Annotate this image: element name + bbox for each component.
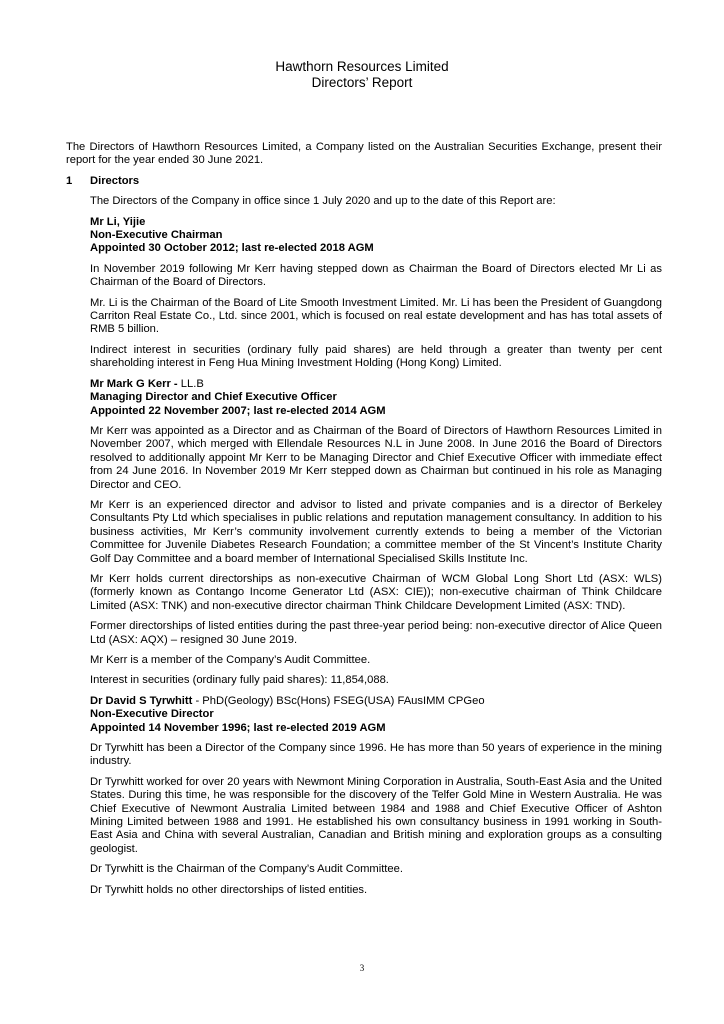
director-paragraph: Former directorships of listed entities during the past three-year period being: non-executive director of Alice Queen Ltd (ASX: AQX) – resigned 30 June 2019. <box>90 620 662 646</box>
section-number: 1 <box>66 174 73 187</box>
director-name-line <box>90 216 662 229</box>
director-name-line <box>90 378 662 391</box>
director-name: Mr Li, Yijie <box>90 215 146 228</box>
director-paragraph: Mr Kerr is an experienced director and advisor to listed and private companies and is a director of Berkeley Consultants Pty Ltd which specialises in public relations and reputation management consultancy. In addition to his business activities, Mr Kerr’s community involvement currently extends to being a member of the Victorian Committee for Juvenile Diabetes Research Foundation; a committee member of the St Vincent’s Institute Charity Golf Day Committee and a board member of International Specialised Skills Institute Inc. <box>90 498 662 565</box>
director-role: Managing Director and Chief Executive Officer <box>90 391 337 404</box>
director-paragraph: Dr Tyrwhitt worked for over 20 years with Newmont Mining Corporation in Australia, South-East Asia and the United States. During this time, he was responsible for the discovery of the Telfer Gold Mine in Western Australia. He was Chief Executive of Newmont Australia Limited between 1984 and 1988 and Chief Executive Officer of Ashton Mining Limited between 1988 and 1991. He established his own consultancy business in 1991 working in South-East Asia and China with several Australian, Canadian and British mining and exploration groups as a consulting geologist. <box>90 775 662 855</box>
intro-paragraph: The Directors of Hawthorn Resources Limited, a Company listed on the Australian Securities Exchange, present their report for the year ended 30 June 2021. <box>66 141 662 167</box>
report-body <box>66 141 662 904</box>
director-name-line <box>90 695 662 708</box>
director-heading <box>90 695 662 735</box>
director-qualifications: LL.B <box>177 377 204 390</box>
director-appointed: Appointed 22 November 2007; last re-elected 2014 AGM <box>90 404 386 417</box>
director-paragraph: Mr Kerr was appointed as a Director and as Chairman of the Board of Directors of Hawthorn Resources Limited in November 2007, which merged with Ellendale Resources N.L in June 2008. In June 2016 the Board of Directors resolved to additionally appoint Mr Kerr to be Managing Director and Chief Executive Officer with immediate effect from 24 June 2016. In November 2019 Mr Kerr stepped down as Chairman but continued in his role as Managing Director and CEO. <box>90 424 662 491</box>
director-qualifications: - PhD(Geology) BSc(Hons) FSEG(USA) FAusIMM CPGeo <box>192 694 485 707</box>
director-paragraph: Mr Kerr holds current directorships as non-executive Chairman of WCM Global Long Short Ltd (ASX: WLS) (formerly known as Contango Income Generator Ltd (ASX: CIE)); non-executive chairman of Think Childcare Limited (ASX: TNK) and non-executive director chairman Think Childcare Development Limited (ASX: TND). <box>90 572 662 612</box>
section-title: Directors <box>90 174 140 187</box>
section-content <box>90 195 662 897</box>
director-role: Non-Executive Chairman <box>90 229 223 242</box>
director-heading <box>90 378 662 418</box>
director-role: Non-Executive Director <box>90 708 214 721</box>
section-heading <box>66 175 662 188</box>
director-paragraph: Dr Tyrwhitt is the Chairman of the Company’s Audit Committee. <box>90 863 403 876</box>
director-name: Mr Mark G Kerr - <box>90 377 178 390</box>
director-paragraph: Interest in securities (ordinary fully paid shares): 11,854,088. <box>90 674 389 687</box>
director-paragraph: Dr Tyrwhitt holds no other directorships of listed entities. <box>90 883 368 896</box>
director-paragraph: Indirect interest in securities (ordinary fully paid shares) are held through a greater than twenty per cent shareholding interest in Feng Hua Mining Investment Holding (Hong Kong) Limited. <box>90 343 662 370</box>
director-paragraph: Mr. Li is the Chairman of the Board of Lite Smooth Investment Limited. Mr. Li has been the President of Guangdong Carriton Real Estate Co., Ltd. since 2001, which is focused on real estate development and has has total assets of RMB 5 billion. <box>90 296 662 336</box>
director-appointed: Appointed 14 November 1996; last re-elected 2019 AGM <box>90 721 386 734</box>
page-number: 3 <box>359 963 365 973</box>
report-header <box>0 59 724 91</box>
director-heading <box>90 216 662 256</box>
report-title: Directors’ Report <box>311 75 413 90</box>
director-paragraph: Mr Kerr is a member of the Company’s Audit Committee. <box>90 654 371 666</box>
director-name: Dr David S Tyrwhitt <box>90 694 193 707</box>
director-paragraph: Dr Tyrwhitt has been a Director of the Company since 1996. He has more than 50 years of experience in the mining industry. <box>90 742 662 768</box>
director-appointed: Appointed 30 October 2012; last re-elected 2018 AGM <box>90 242 374 255</box>
company-title: Hawthorn Resources Limited <box>275 59 449 74</box>
director-paragraph: In November 2019 following Mr Kerr having stepped down as Chairman the Board of Directors elected Mr Li as Chairman of the Board of Directors. <box>90 262 662 289</box>
section-lead: The Directors of the Company in office since 1 July 2020 and up to the date of this Report are: <box>90 195 556 208</box>
